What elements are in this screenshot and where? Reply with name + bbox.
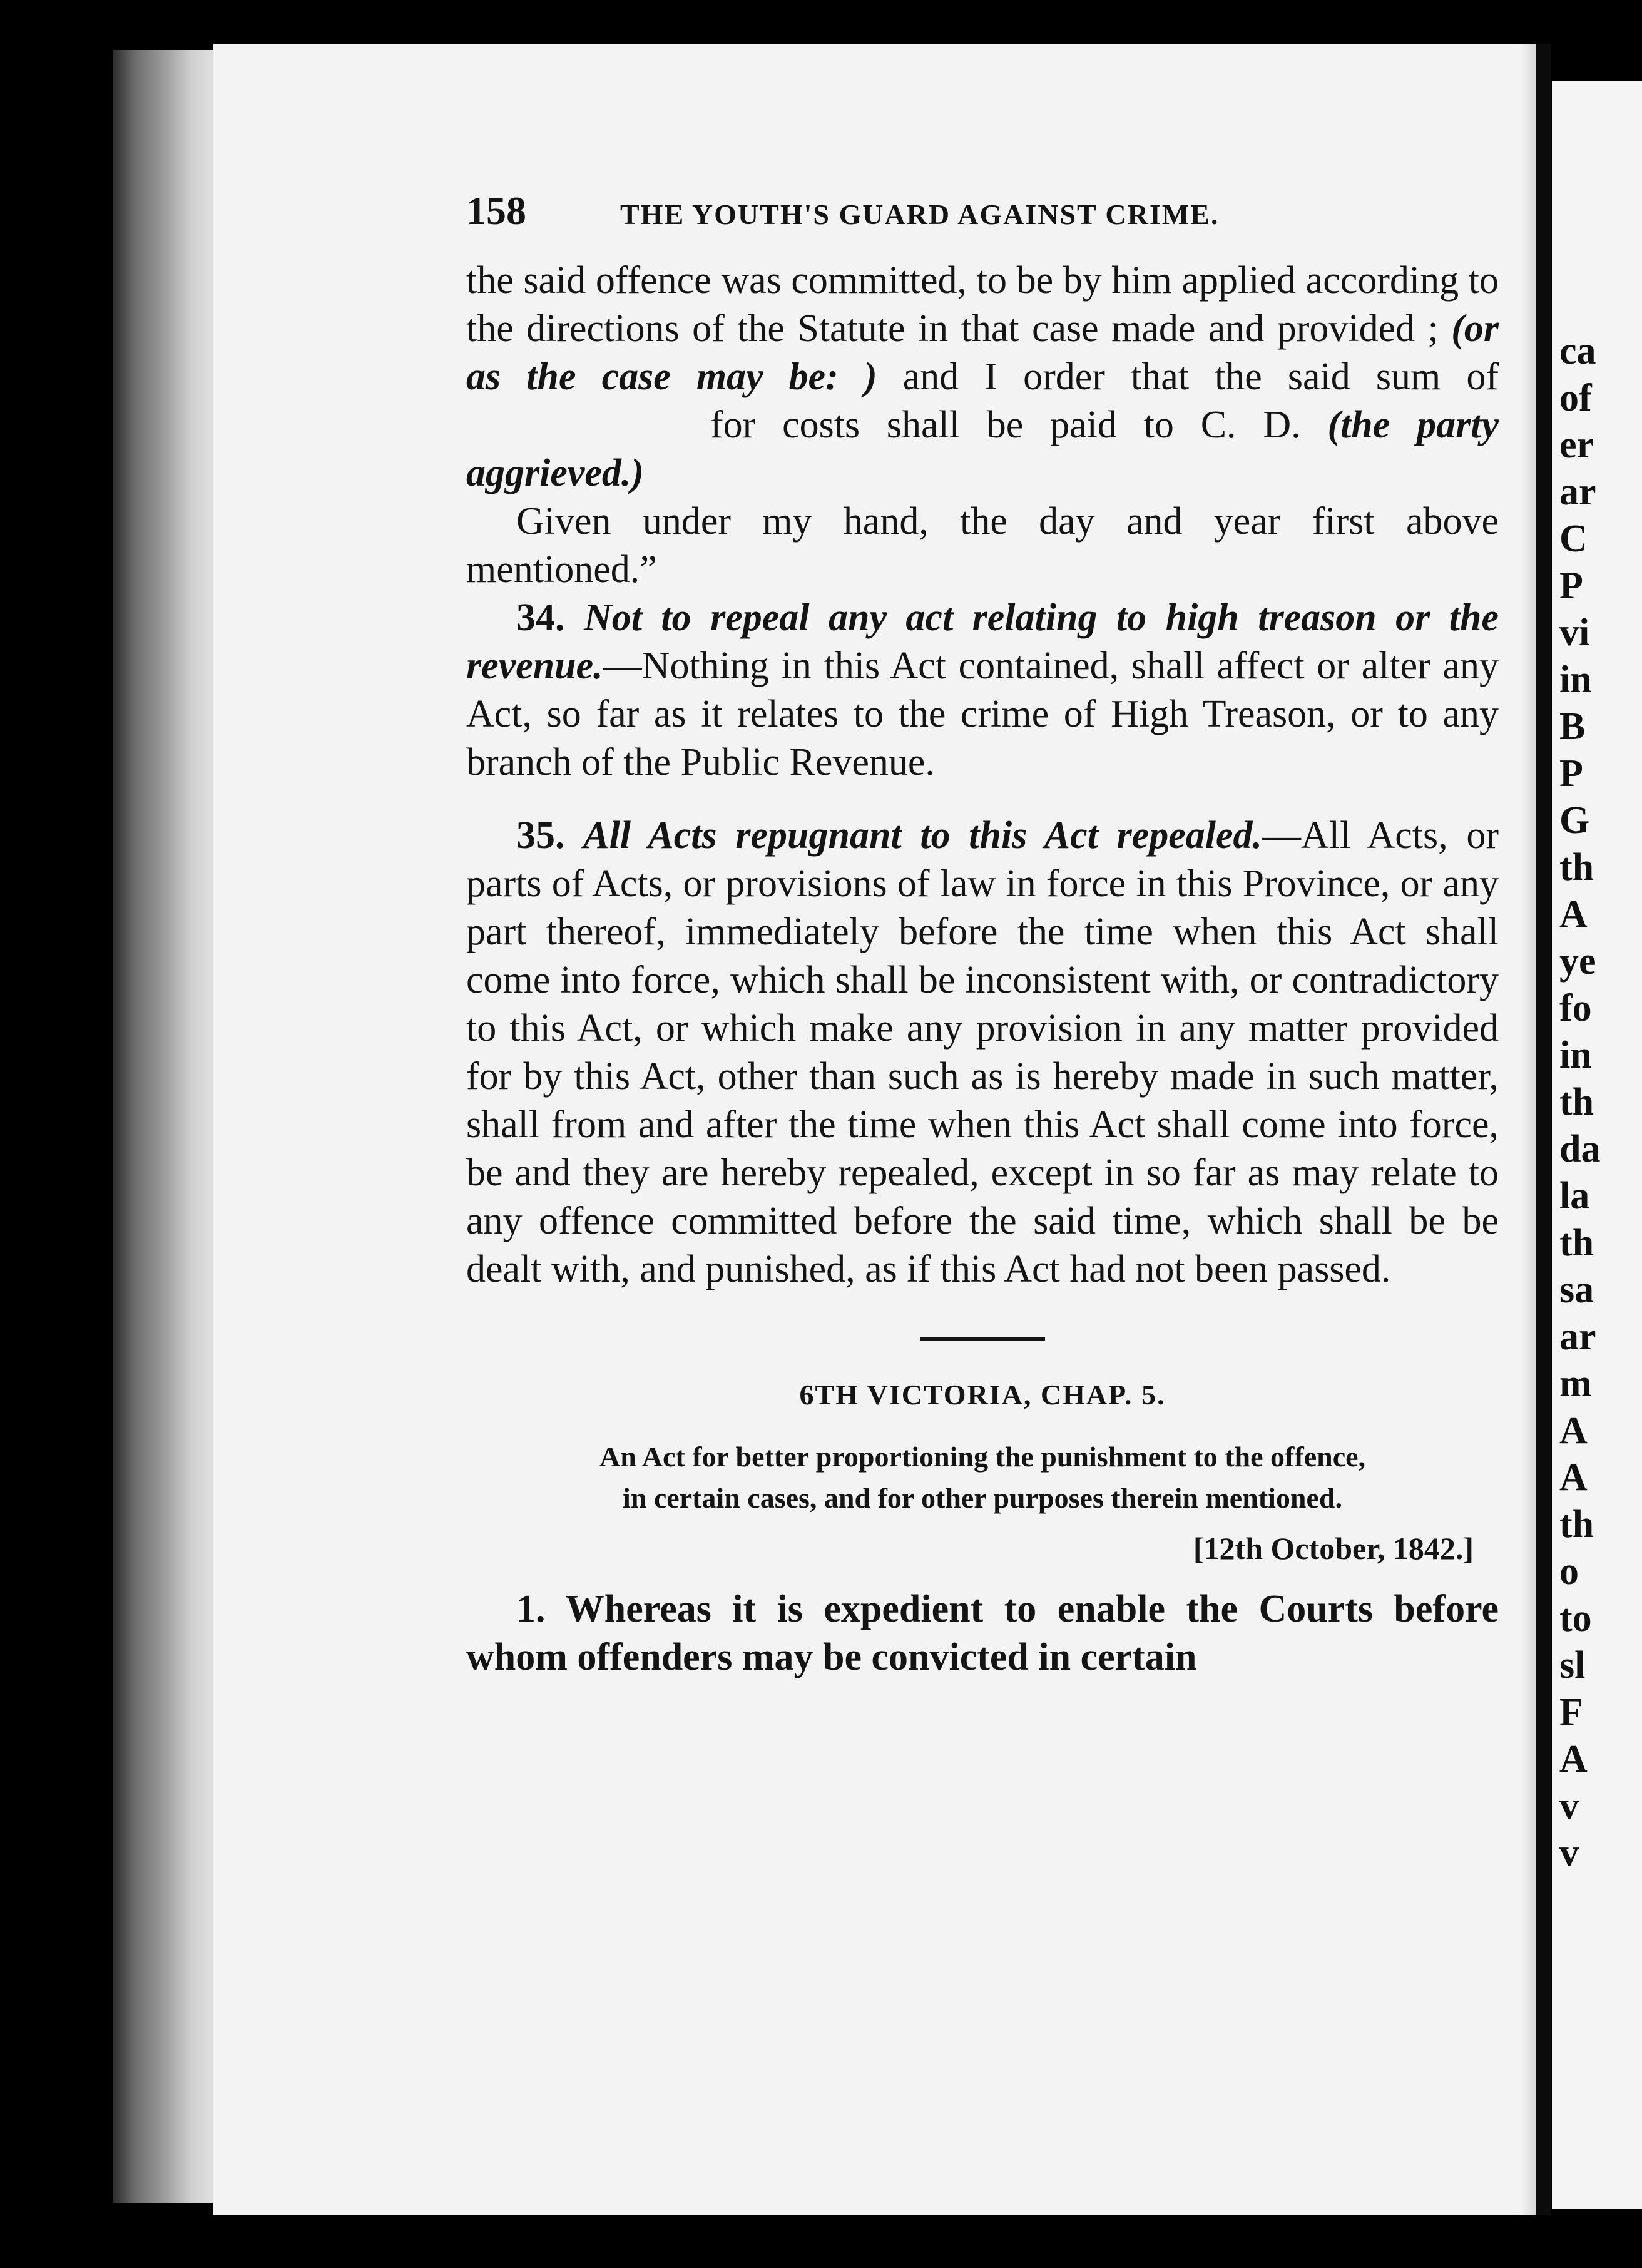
continuation-text-2: and I order that the said sum of <box>877 355 1499 398</box>
facing-page-fragment: A <box>1559 893 1588 936</box>
facing-page-fragment: v <box>1559 1832 1579 1874</box>
facing-page-fragment: of <box>1559 377 1592 419</box>
act-title-line-1: An Act for better proportioning the punishment to the offence, <box>599 1441 1366 1473</box>
facing-page-fragment: sl <box>1559 1644 1586 1687</box>
page-text <box>466 188 1499 1682</box>
given-paragraph: Given under my hand, the day and year first above mentioned.” <box>466 500 1499 591</box>
chapter-heading: 6TH VICTORIA, CHAP. 5. <box>799 1379 1166 1411</box>
section-35-heading: All Acts repugnant to this Act repealed. <box>583 814 1262 857</box>
continuation-text-3: for costs shall be paid to C. D. <box>710 404 1328 446</box>
facing-page-fragment: sa <box>1559 1269 1594 1311</box>
facing-page-fragment: th <box>1559 846 1594 889</box>
page-number: 158 <box>466 188 526 233</box>
book-gutter <box>1536 44 1551 2215</box>
facing-page-fragment: o <box>1559 1550 1579 1593</box>
facing-page-fragment: C <box>1559 518 1588 560</box>
facing-page-fragment: da <box>1559 1128 1601 1170</box>
running-header <box>466 188 1499 257</box>
page-edges <box>113 50 225 2203</box>
book-shadow <box>0 0 125 2268</box>
continuation-italic-2: (the party aggrieved.) <box>466 404 1499 494</box>
facing-page-fragment: A <box>1559 1409 1588 1452</box>
facing-page <box>1552 81 1642 2209</box>
facing-page-fragment: F <box>1559 1691 1583 1734</box>
section-1: 1. Whereas it is expedient to enable the Courts before whom offenders may be convicted in certain <box>466 1588 1499 1678</box>
section-34-number: 34. <box>516 596 565 639</box>
facing-page-fragment: P <box>1559 752 1583 795</box>
section-34-text: —Nothing in this Act contained, shall affect or alter any Act, so far as it relates to the crime of High Treason, or to any branch of the Public Revenue. <box>466 645 1499 784</box>
facing-page-fragment: fo <box>1559 987 1592 1029</box>
facing-page-fragment: er <box>1559 424 1594 466</box>
section-35-number: 35. <box>516 814 565 857</box>
facing-page-fragment: B <box>1559 705 1586 748</box>
continuation-italic-1: (or as the case may be: ) <box>466 307 1499 398</box>
continuation-paragraph <box>466 257 1499 498</box>
act-date: [12th October, 1842.] <box>1193 1531 1474 1566</box>
facing-page-fragment: ar <box>1559 1315 1596 1358</box>
facing-page-fragment: in <box>1559 1034 1592 1076</box>
facing-page-fragment: th <box>1559 1503 1594 1546</box>
act-title <box>472 1436 1492 1519</box>
facing-page-fragment: in <box>1559 658 1592 701</box>
facing-page-fragment: la <box>1559 1175 1590 1217</box>
facing-page-fragment: th <box>1559 1081 1594 1123</box>
facing-page-fragment: vi <box>1559 611 1590 654</box>
continuation-text-1: the said offence was committed, to be by him applied according to the directions of the Statute in that case made and provided ; <box>466 259 1499 350</box>
facing-page-fragment: P <box>1559 564 1583 607</box>
facing-page-fragment: ca <box>1559 330 1596 372</box>
running-title: THE YOUTH'S GUARD AGAINST CRIME. <box>620 198 1220 230</box>
facing-page-fragment: th <box>1559 1222 1594 1264</box>
section-35 <box>466 812 1499 1294</box>
section-34-heading: Not to repeal any act relating to high treason or the revenue. <box>466 596 1499 687</box>
facing-page-fragment: v <box>1559 1785 1579 1827</box>
facing-page-fragment: ye <box>1559 940 1596 983</box>
facing-page-fragment: to <box>1559 1597 1592 1640</box>
facing-page-fragment: ar <box>1559 471 1596 513</box>
facing-page-fragment: A <box>1559 1456 1588 1499</box>
section-34 <box>466 594 1499 787</box>
facing-page-fragment: A <box>1559 1738 1588 1780</box>
act-title-line-2: in certain cases, and for other purposes therein mentioned. <box>623 1482 1342 1514</box>
facing-page-fragment: G <box>1559 799 1590 842</box>
facing-page-fragment: m <box>1559 1362 1592 1405</box>
section-divider <box>920 1337 1045 1341</box>
section-35-text: —All Acts, or parts of Acts, or provisions of law in force in this Province, or any part thereof, immediately before the time when this Act shall come into force, which shall be inconsistent with, or contradictory to this Act, or which make any provision in any matter provided for by this Act, other than such as is hereby made in such matter, shall from and after the time when this Act shall come into force, be and they are hereby repealed, except in so far as may relate to any offence committed before the said time, which shall be be dealt with, and punished, as if this Act had not been passed. <box>466 814 1499 1290</box>
